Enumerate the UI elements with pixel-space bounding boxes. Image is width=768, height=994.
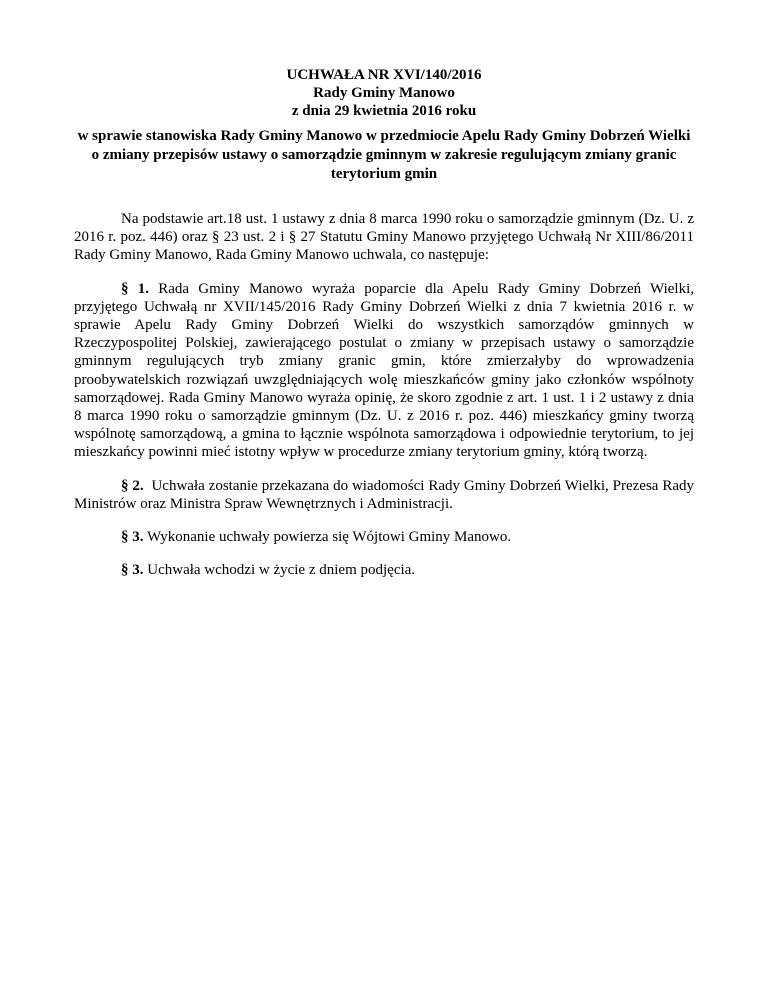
section-text: Rada Gminy Manowo wyraża poparcie dla Apelu Rady Gminy Dobrzeń Wielki, przyjętego Uchwałą nr XVII/145/2016 Rady Gminy Dobrzeń Wielki z dnia 7 kwietnia 2016 r. w sprawie Apelu Rady Gminy Dobrzeń Wielki do wszystkich samorządów gminnych w Rzeczypospolitej Polskiej, zawierającego postulat o zmiany w przepisach ustawy o samorządzie gminnym regulujących tryb zmiany granic gmin, które zmierzałyby do wprowadzenia proobywatelskich rozwiązań uwzględniających wolę mieszkańców gminy jako członków wspólnoty samorządowej. Rada Gminy Manowo wyraża opinię, że skoro zgodnie z art. 1 ust. 1 i 2 ustawy z dnia 8 marca 1990 roku o samorządzie gminnym (Dz. U. z 2016 r. poz. 446) mieszkańcy gminy tworzą wspólnotę samorządową, a gmina to łącznie wspólnota samorządowa i odpowiednie terytorium, to jej mieszkańcy powinni mieć istotny wpływ w procedurze zmiany terytorium gminy, którą tworzą.	[74, 280, 695, 461]
council-name: Rady Gminy Manowo	[313, 85, 455, 101]
section-text: Uchwała zostanie przekazana do wiadomości Rady Gminy Dobrzeń Wielki, Prezesa Rady Ministrów oraz Ministra Spraw Wewnętrznych i Administracji.	[74, 477, 695, 512]
section-3	[74, 528, 694, 546]
resolution-header	[80, 66, 688, 120]
resolution-number: UCHWAŁA NR XVI/140/2016	[286, 67, 482, 83]
section-text: Uchwała wchodzi w życie z dniem podjęcia.	[147, 562, 416, 579]
section-sign: § 1.	[121, 280, 149, 297]
section-text: Wykonanie uchwały powierza się Wójtowi Gminy Manowo.	[146, 529, 512, 546]
resolution-date: z dnia 29 kwietnia 2016 roku	[291, 103, 477, 119]
section-sign: § 3.	[121, 562, 144, 579]
section-1	[74, 280, 694, 462]
section-4	[74, 561, 694, 579]
resolution-subject: w sprawie stanowiska Rady Gminy Manowo w przedmiocie Apelu Rady Gminy Dobrzeń Wielki o zmiany przepisów ustawy o samorządzie gminnym w zakresie regulującym zmiany granic terytorium gmin	[77, 128, 691, 182]
section-sign: § 2.	[121, 477, 144, 494]
preamble: Na podstawie art.18 ust. 1 ustawy z dnia 8 marca 1990 roku o samorządzie gminnym (Dz. U. z 2016 r. poz. 446) oraz § 23 ust. 2 i § 27 Statutu Gminy Manowo przyjętego Uchwałą Nr XIII/86/2011 Rady Gminy Manowo, Rada Gminy Manowo uchwala, co następuje:	[74, 211, 694, 264]
section-sign: § 3.	[121, 529, 144, 546]
section-2	[74, 477, 694, 513]
resolution-body	[74, 210, 694, 594]
